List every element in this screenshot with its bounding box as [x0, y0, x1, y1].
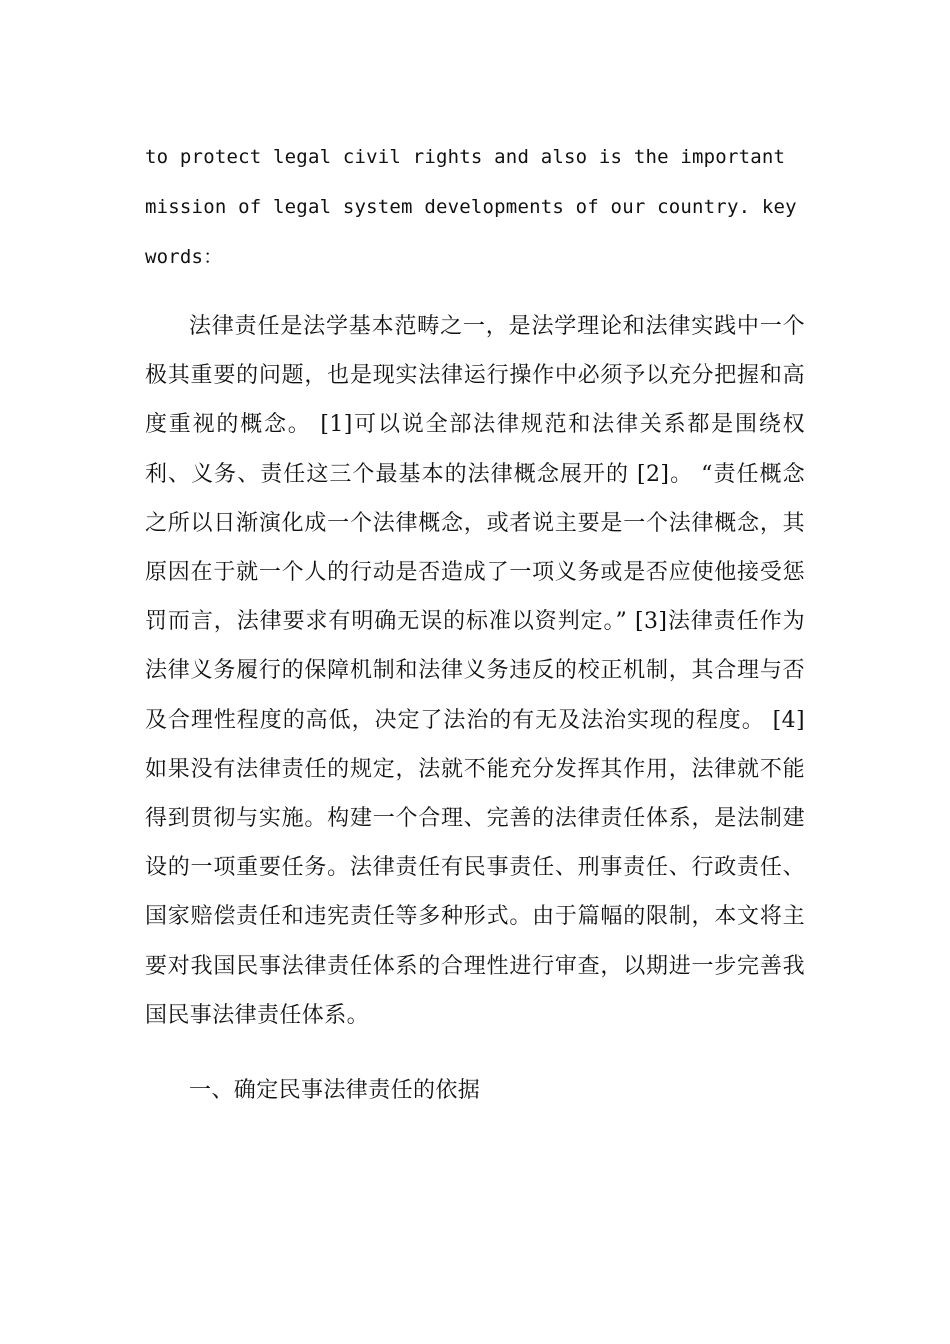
section-heading: 一、确定民事法律责任的依据	[189, 1078, 481, 1103]
body-paragraph: 法律责任是法学基本范畴之一，是法学理论和法律实践中一个极其重要的问题，也是现实法律运行操作中必须予以充分把握和高度重视的概念。 [1]可以说全部法律规范和法律关系都是围绕权利、义务、责任这三个最基本的法律概念展开的 [2]。 “责任概念之所以日渐演化成一个法律概念，或者说主要是一个法律概念，其原因在于就一个人的行动是否造成了一项义务或是否应使他接受惩罚而言，法律要求有明确无误的标准以资判定。” [3]法律责任作为法律义务履行的保障机制和法律义务违反的校正机制，其合理与否及合理性程度的高低，决定了法治的有无及法治实现的程度。 [4]如果没有法律责任的规定，法就不能充分发挥其作用，法律就不能得到贯彻与实施。构建一个合理、完善的法律责任体系，是法制建设的一项重要任务。法律责任有民事责任、刑事责任、行政责任、国家赔偿责任和违宪责任等多种形式。由于篇幅的限制，本文将主要对我国民事法律责任体系的合理性进行审查，以期进一步完善我国民事法律责任体系。	[145, 314, 805, 1028]
english-abstract-text: to protect legal civil rights and also is the important mission of legal system developments of our country. key words：	[145, 146, 797, 268]
